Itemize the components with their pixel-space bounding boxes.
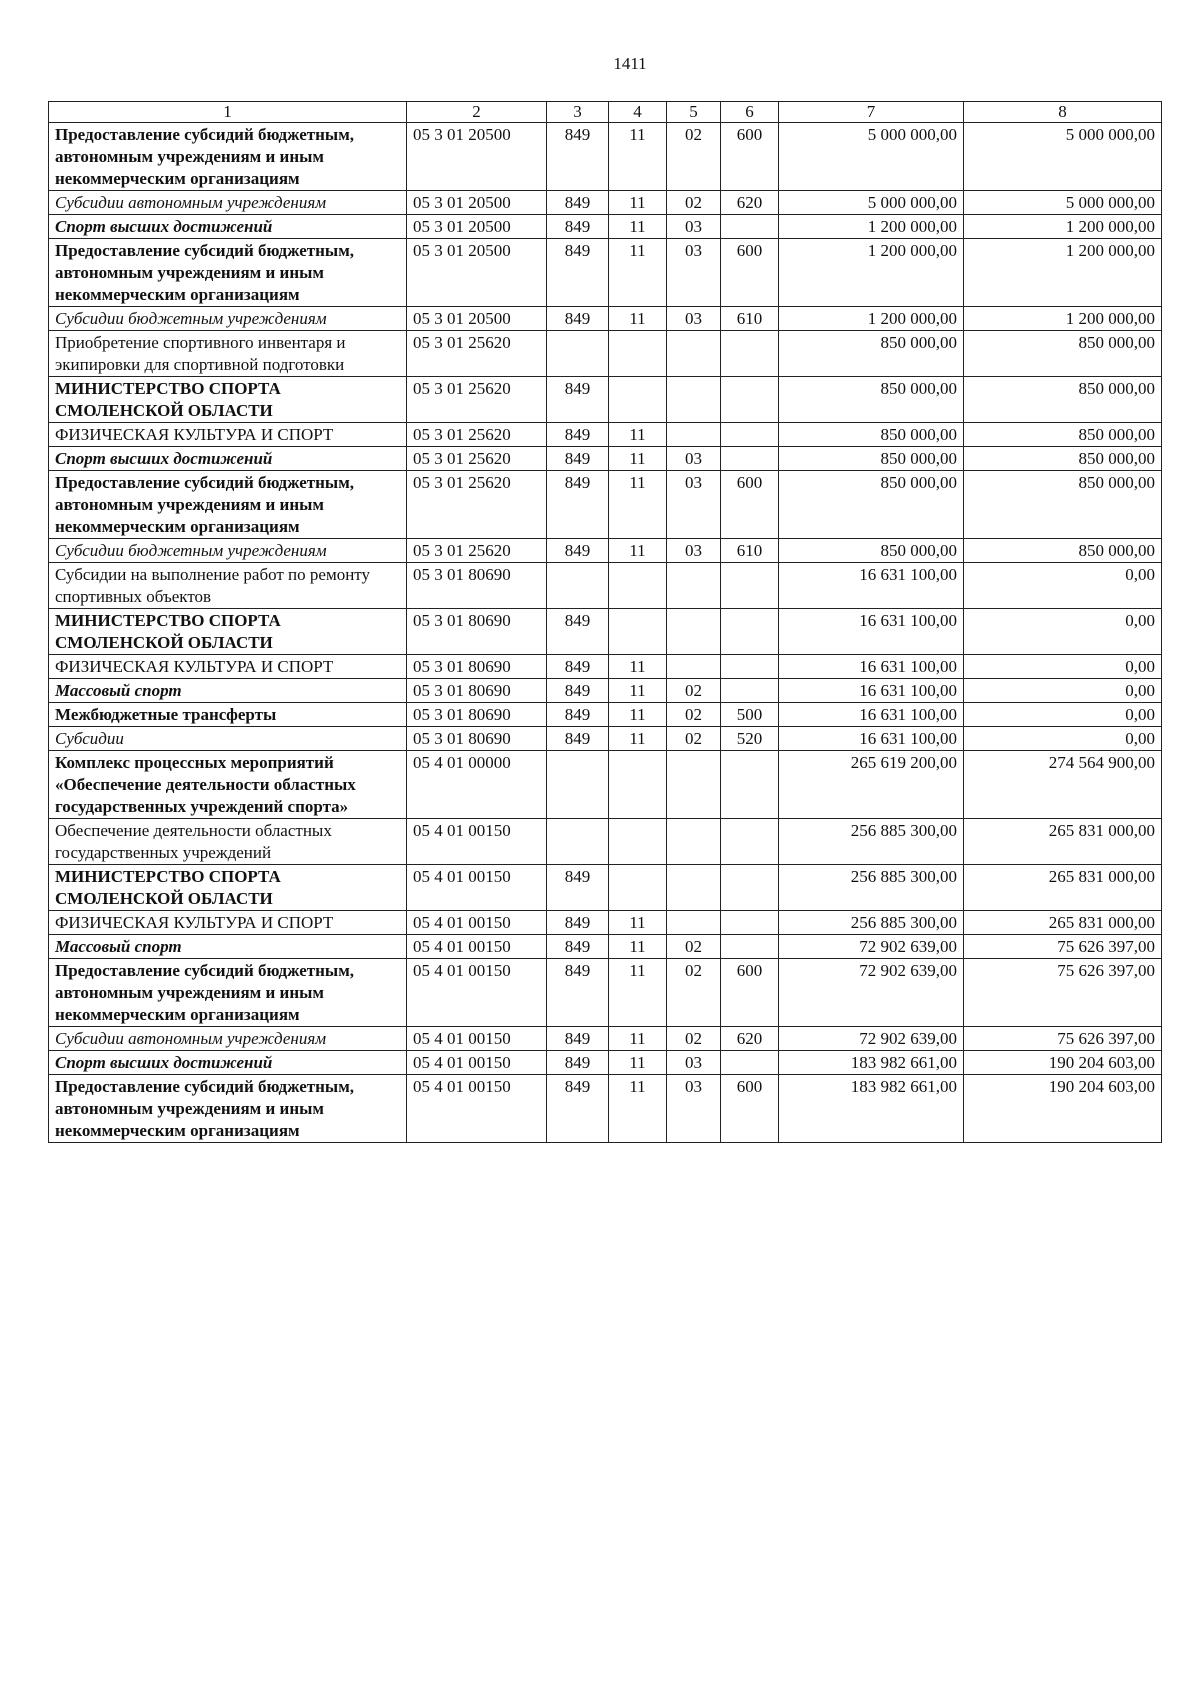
row-col3-cell: 849 bbox=[547, 377, 609, 423]
row-col5-cell bbox=[667, 819, 721, 865]
row-name-cell: МИНИСТЕРСТВО СПОРТА СМОЛЕНСКОЙ ОБЛАСТИ bbox=[49, 377, 407, 423]
row-name-cell: Субсидии бюджетным учреждениям bbox=[49, 539, 407, 563]
row-col5-cell bbox=[667, 911, 721, 935]
header-row bbox=[49, 102, 1162, 123]
row-amount-col8-cell: 850 000,00 bbox=[964, 331, 1162, 377]
column-header: 8 bbox=[964, 102, 1162, 123]
row-code-cell: 05 4 01 00150 bbox=[407, 1051, 547, 1075]
row-col4-cell bbox=[609, 609, 667, 655]
row-col4-cell: 11 bbox=[609, 215, 667, 239]
row-code-cell: 05 3 01 25620 bbox=[407, 377, 547, 423]
table-row bbox=[49, 191, 1162, 215]
row-col3-cell: 849 bbox=[547, 1051, 609, 1075]
row-col3-cell: 849 bbox=[547, 471, 609, 539]
row-col5-cell: 03 bbox=[667, 471, 721, 539]
row-col4-cell: 11 bbox=[609, 935, 667, 959]
table-row bbox=[49, 935, 1162, 959]
row-col3-cell: 849 bbox=[547, 911, 609, 935]
row-amount-col7-cell: 72 902 639,00 bbox=[779, 935, 964, 959]
row-col3-cell: 849 bbox=[547, 539, 609, 563]
row-col5-cell: 02 bbox=[667, 1027, 721, 1051]
table-row bbox=[49, 471, 1162, 539]
row-col3-cell: 849 bbox=[547, 307, 609, 331]
table-body bbox=[49, 102, 1162, 1143]
row-name-cell: Комплекс процессных мероприятий «Обеспечение деятельности областных государственных учреждений спорта» bbox=[49, 751, 407, 819]
row-code-cell: 05 3 01 80690 bbox=[407, 609, 547, 655]
row-name-cell: Обеспечение деятельности областных государственных учреждений bbox=[49, 819, 407, 865]
row-amount-col8-cell: 265 831 000,00 bbox=[964, 865, 1162, 911]
row-name-cell: Спорт высших достижений bbox=[49, 447, 407, 471]
table-row bbox=[49, 703, 1162, 727]
table-row bbox=[49, 539, 1162, 563]
row-code-cell: 05 4 01 00150 bbox=[407, 865, 547, 911]
row-col3-cell: 849 bbox=[547, 239, 609, 307]
table-row bbox=[49, 239, 1162, 307]
row-code-cell: 05 3 01 80690 bbox=[407, 727, 547, 751]
row-amount-col7-cell: 256 885 300,00 bbox=[779, 865, 964, 911]
row-name-cell: Приобретение спортивного инвентаря и экипировки для спортивной подготовки bbox=[49, 331, 407, 377]
row-amount-col8-cell: 5 000 000,00 bbox=[964, 191, 1162, 215]
row-col4-cell: 11 bbox=[609, 679, 667, 703]
row-col4-cell: 11 bbox=[609, 703, 667, 727]
row-code-cell: 05 4 01 00150 bbox=[407, 819, 547, 865]
row-code-cell: 05 4 01 00150 bbox=[407, 935, 547, 959]
row-col4-cell bbox=[609, 819, 667, 865]
row-code-cell: 05 3 01 20500 bbox=[407, 307, 547, 331]
row-col4-cell bbox=[609, 751, 667, 819]
row-amount-col8-cell: 75 626 397,00 bbox=[964, 959, 1162, 1027]
row-col3-cell: 849 bbox=[547, 215, 609, 239]
row-name-cell: Предоставление субсидий бюджетным, автономным учреждениям и иным некоммерческим организациям bbox=[49, 471, 407, 539]
row-col4-cell: 11 bbox=[609, 447, 667, 471]
table-row bbox=[49, 679, 1162, 703]
row-code-cell: 05 3 01 25620 bbox=[407, 331, 547, 377]
row-col5-cell bbox=[667, 609, 721, 655]
row-col6-cell: 520 bbox=[721, 727, 779, 751]
row-col5-cell: 02 bbox=[667, 703, 721, 727]
row-amount-col8-cell: 5 000 000,00 bbox=[964, 123, 1162, 191]
row-col5-cell: 03 bbox=[667, 447, 721, 471]
row-amount-col7-cell: 1 200 000,00 bbox=[779, 239, 964, 307]
row-col4-cell bbox=[609, 331, 667, 377]
row-amount-col8-cell: 850 000,00 bbox=[964, 539, 1162, 563]
row-col3-cell: 849 bbox=[547, 1075, 609, 1143]
row-col6-cell: 600 bbox=[721, 471, 779, 539]
row-col6-cell: 600 bbox=[721, 1075, 779, 1143]
row-col4-cell: 11 bbox=[609, 471, 667, 539]
row-col6-cell bbox=[721, 563, 779, 609]
row-amount-col8-cell: 850 000,00 bbox=[964, 471, 1162, 539]
row-col4-cell: 11 bbox=[609, 1051, 667, 1075]
row-col3-cell bbox=[547, 563, 609, 609]
row-code-cell: 05 3 01 25620 bbox=[407, 423, 547, 447]
table-row bbox=[49, 959, 1162, 1027]
row-name-cell: Массовый спорт bbox=[49, 935, 407, 959]
row-name-cell: Предоставление субсидий бюджетным, автономным учреждениям и иным некоммерческим организациям bbox=[49, 123, 407, 191]
row-col4-cell: 11 bbox=[609, 911, 667, 935]
row-col3-cell: 849 bbox=[547, 679, 609, 703]
row-col3-cell: 849 bbox=[547, 1027, 609, 1051]
row-col4-cell: 11 bbox=[609, 307, 667, 331]
row-col5-cell bbox=[667, 423, 721, 447]
row-col5-cell: 03 bbox=[667, 239, 721, 307]
row-col6-cell: 620 bbox=[721, 191, 779, 215]
row-col6-cell bbox=[721, 447, 779, 471]
row-amount-col8-cell: 0,00 bbox=[964, 609, 1162, 655]
row-amount-col8-cell: 850 000,00 bbox=[964, 423, 1162, 447]
row-amount-col7-cell: 256 885 300,00 bbox=[779, 911, 964, 935]
row-col5-cell: 03 bbox=[667, 215, 721, 239]
row-code-cell: 05 3 01 20500 bbox=[407, 191, 547, 215]
row-amount-col8-cell: 1 200 000,00 bbox=[964, 239, 1162, 307]
row-name-cell: Субсидии автономным учреждениям bbox=[49, 1027, 407, 1051]
row-col4-cell: 11 bbox=[609, 539, 667, 563]
row-col5-cell bbox=[667, 563, 721, 609]
row-col5-cell: 02 bbox=[667, 123, 721, 191]
row-amount-col8-cell: 0,00 bbox=[964, 727, 1162, 751]
row-amount-col8-cell: 75 626 397,00 bbox=[964, 1027, 1162, 1051]
row-code-cell: 05 3 01 20500 bbox=[407, 123, 547, 191]
row-name-cell: Спорт высших достижений bbox=[49, 1051, 407, 1075]
row-code-cell: 05 3 01 25620 bbox=[407, 471, 547, 539]
page-number: 1411 bbox=[613, 54, 647, 73]
row-col6-cell bbox=[721, 679, 779, 703]
row-amount-col7-cell: 850 000,00 bbox=[779, 331, 964, 377]
row-col3-cell: 849 bbox=[547, 935, 609, 959]
table-row bbox=[49, 727, 1162, 751]
row-name-cell: Предоставление субсидий бюджетным, автономным учреждениям и иным некоммерческим организациям bbox=[49, 1075, 407, 1143]
row-name-cell: Массовый спорт bbox=[49, 679, 407, 703]
table-row bbox=[49, 307, 1162, 331]
row-amount-col7-cell: 16 631 100,00 bbox=[779, 703, 964, 727]
column-header: 2 bbox=[407, 102, 547, 123]
row-col6-cell bbox=[721, 1051, 779, 1075]
table-row bbox=[49, 447, 1162, 471]
row-col4-cell: 11 bbox=[609, 191, 667, 215]
column-header: 4 bbox=[609, 102, 667, 123]
row-col6-cell: 600 bbox=[721, 123, 779, 191]
row-amount-col7-cell: 850 000,00 bbox=[779, 471, 964, 539]
row-name-cell: Спорт высших достижений bbox=[49, 215, 407, 239]
row-amount-col8-cell: 0,00 bbox=[964, 655, 1162, 679]
column-header: 6 bbox=[721, 102, 779, 123]
row-amount-col8-cell: 1 200 000,00 bbox=[964, 307, 1162, 331]
row-amount-col8-cell: 75 626 397,00 bbox=[964, 935, 1162, 959]
row-code-cell: 05 4 01 00150 bbox=[407, 959, 547, 1027]
row-amount-col8-cell: 190 204 603,00 bbox=[964, 1075, 1162, 1143]
row-name-cell: Субсидии bbox=[49, 727, 407, 751]
table-row bbox=[49, 911, 1162, 935]
row-col4-cell: 11 bbox=[609, 123, 667, 191]
row-col6-cell bbox=[721, 935, 779, 959]
row-code-cell: 05 4 01 00150 bbox=[407, 1075, 547, 1143]
row-amount-col8-cell: 850 000,00 bbox=[964, 377, 1162, 423]
row-name-cell: Межбюджетные трансферты bbox=[49, 703, 407, 727]
row-code-cell: 05 3 01 25620 bbox=[407, 447, 547, 471]
table-row bbox=[49, 331, 1162, 377]
row-col6-cell bbox=[721, 911, 779, 935]
row-col3-cell bbox=[547, 751, 609, 819]
row-amount-col7-cell: 1 200 000,00 bbox=[779, 215, 964, 239]
row-code-cell: 05 4 01 00000 bbox=[407, 751, 547, 819]
row-code-cell: 05 4 01 00150 bbox=[407, 1027, 547, 1051]
budget-table bbox=[48, 101, 1162, 1143]
row-amount-col7-cell: 850 000,00 bbox=[779, 423, 964, 447]
row-col5-cell: 02 bbox=[667, 191, 721, 215]
row-col6-cell bbox=[721, 751, 779, 819]
row-col4-cell bbox=[609, 563, 667, 609]
table-row bbox=[49, 751, 1162, 819]
row-amount-col7-cell: 183 982 661,00 bbox=[779, 1051, 964, 1075]
row-col5-cell bbox=[667, 865, 721, 911]
row-col6-cell bbox=[721, 331, 779, 377]
row-code-cell: 05 3 01 25620 bbox=[407, 539, 547, 563]
row-amount-col7-cell: 265 619 200,00 bbox=[779, 751, 964, 819]
row-amount-col7-cell: 850 000,00 bbox=[779, 539, 964, 563]
row-col5-cell: 02 bbox=[667, 679, 721, 703]
row-code-cell: 05 3 01 20500 bbox=[407, 215, 547, 239]
row-col3-cell: 849 bbox=[547, 447, 609, 471]
row-col5-cell: 03 bbox=[667, 307, 721, 331]
row-name-cell: Субсидии бюджетным учреждениям bbox=[49, 307, 407, 331]
table-row bbox=[49, 1027, 1162, 1051]
row-col6-cell: 620 bbox=[721, 1027, 779, 1051]
row-col4-cell: 11 bbox=[609, 655, 667, 679]
row-amount-col8-cell: 1 200 000,00 bbox=[964, 215, 1162, 239]
row-name-cell: ФИЗИЧЕСКАЯ КУЛЬТУРА И СПОРТ bbox=[49, 911, 407, 935]
row-amount-col7-cell: 16 631 100,00 bbox=[779, 563, 964, 609]
row-col3-cell: 849 bbox=[547, 423, 609, 447]
row-col5-cell bbox=[667, 377, 721, 423]
row-col3-cell: 849 bbox=[547, 727, 609, 751]
table-row bbox=[49, 655, 1162, 679]
row-amount-col8-cell: 265 831 000,00 bbox=[964, 911, 1162, 935]
row-col5-cell bbox=[667, 331, 721, 377]
row-col5-cell: 03 bbox=[667, 1051, 721, 1075]
table-row bbox=[49, 215, 1162, 239]
row-col3-cell: 849 bbox=[547, 609, 609, 655]
row-col3-cell bbox=[547, 819, 609, 865]
row-col6-cell bbox=[721, 423, 779, 447]
row-amount-col7-cell: 5 000 000,00 bbox=[779, 191, 964, 215]
row-col6-cell bbox=[721, 819, 779, 865]
row-col4-cell: 11 bbox=[609, 1075, 667, 1143]
column-header: 1 bbox=[49, 102, 407, 123]
row-amount-col7-cell: 1 200 000,00 bbox=[779, 307, 964, 331]
row-name-cell: Предоставление субсидий бюджетным, автономным учреждениям и иным некоммерческим организациям bbox=[49, 959, 407, 1027]
row-col4-cell: 11 bbox=[609, 1027, 667, 1051]
row-col5-cell: 02 bbox=[667, 935, 721, 959]
row-col4-cell: 11 bbox=[609, 423, 667, 447]
row-code-cell: 05 3 01 80690 bbox=[407, 655, 547, 679]
row-col6-cell bbox=[721, 377, 779, 423]
table-row bbox=[49, 423, 1162, 447]
row-name-cell: ФИЗИЧЕСКАЯ КУЛЬТУРА И СПОРТ bbox=[49, 655, 407, 679]
row-amount-col7-cell: 183 982 661,00 bbox=[779, 1075, 964, 1143]
row-col5-cell bbox=[667, 655, 721, 679]
row-code-cell: 05 3 01 80690 bbox=[407, 563, 547, 609]
row-amount-col8-cell: 0,00 bbox=[964, 563, 1162, 609]
column-header: 5 bbox=[667, 102, 721, 123]
table-row bbox=[49, 609, 1162, 655]
row-name-cell: Предоставление субсидий бюджетным, автономным учреждениям и иным некоммерческим организациям bbox=[49, 239, 407, 307]
row-name-cell: Субсидии на выполнение работ по ремонту спортивных объектов bbox=[49, 563, 407, 609]
row-col6-cell bbox=[721, 655, 779, 679]
row-col5-cell: 03 bbox=[667, 539, 721, 563]
row-name-cell: Субсидии автономным учреждениям bbox=[49, 191, 407, 215]
row-amount-col7-cell: 16 631 100,00 bbox=[779, 727, 964, 751]
column-header: 7 bbox=[779, 102, 964, 123]
row-name-cell: МИНИСТЕРСТВО СПОРТА СМОЛЕНСКОЙ ОБЛАСТИ bbox=[49, 609, 407, 655]
table-row bbox=[49, 819, 1162, 865]
row-amount-col7-cell: 850 000,00 bbox=[779, 447, 964, 471]
row-col4-cell: 11 bbox=[609, 959, 667, 1027]
row-col6-cell bbox=[721, 609, 779, 655]
table-row bbox=[49, 865, 1162, 911]
row-col5-cell: 03 bbox=[667, 1075, 721, 1143]
row-col6-cell bbox=[721, 865, 779, 911]
row-col4-cell bbox=[609, 377, 667, 423]
row-amount-col8-cell: 265 831 000,00 bbox=[964, 819, 1162, 865]
row-col3-cell: 849 bbox=[547, 703, 609, 727]
row-col6-cell: 500 bbox=[721, 703, 779, 727]
row-col3-cell: 849 bbox=[547, 655, 609, 679]
row-col4-cell: 11 bbox=[609, 239, 667, 307]
row-col6-cell: 610 bbox=[721, 307, 779, 331]
row-col6-cell: 600 bbox=[721, 239, 779, 307]
row-amount-col7-cell: 72 902 639,00 bbox=[779, 1027, 964, 1051]
row-col5-cell bbox=[667, 751, 721, 819]
row-name-cell: МИНИСТЕРСТВО СПОРТА СМОЛЕНСКОЙ ОБЛАСТИ bbox=[49, 865, 407, 911]
row-amount-col7-cell: 72 902 639,00 bbox=[779, 959, 964, 1027]
row-amount-col8-cell: 850 000,00 bbox=[964, 447, 1162, 471]
row-name-cell: ФИЗИЧЕСКАЯ КУЛЬТУРА И СПОРТ bbox=[49, 423, 407, 447]
row-col5-cell: 02 bbox=[667, 959, 721, 1027]
row-amount-col8-cell: 274 564 900,00 bbox=[964, 751, 1162, 819]
row-amount-col7-cell: 5 000 000,00 bbox=[779, 123, 964, 191]
row-col4-cell: 11 bbox=[609, 727, 667, 751]
row-amount-col8-cell: 0,00 bbox=[964, 679, 1162, 703]
row-col5-cell: 02 bbox=[667, 727, 721, 751]
row-amount-col7-cell: 16 631 100,00 bbox=[779, 679, 964, 703]
row-amount-col8-cell: 0,00 bbox=[964, 703, 1162, 727]
row-col6-cell: 610 bbox=[721, 539, 779, 563]
row-col3-cell: 849 bbox=[547, 865, 609, 911]
row-col3-cell: 849 bbox=[547, 959, 609, 1027]
row-col3-cell: 849 bbox=[547, 191, 609, 215]
row-code-cell: 05 3 01 80690 bbox=[407, 679, 547, 703]
row-code-cell: 05 4 01 00150 bbox=[407, 911, 547, 935]
row-col6-cell bbox=[721, 215, 779, 239]
row-col6-cell: 600 bbox=[721, 959, 779, 1027]
table-row bbox=[49, 563, 1162, 609]
row-code-cell: 05 3 01 80690 bbox=[407, 703, 547, 727]
row-amount-col7-cell: 16 631 100,00 bbox=[779, 609, 964, 655]
row-amount-col8-cell: 190 204 603,00 bbox=[964, 1051, 1162, 1075]
table-row bbox=[49, 123, 1162, 191]
row-col4-cell bbox=[609, 865, 667, 911]
row-code-cell: 05 3 01 20500 bbox=[407, 239, 547, 307]
row-col3-cell bbox=[547, 331, 609, 377]
row-amount-col7-cell: 850 000,00 bbox=[779, 377, 964, 423]
row-amount-col7-cell: 16 631 100,00 bbox=[779, 655, 964, 679]
row-col3-cell: 849 bbox=[547, 123, 609, 191]
column-header: 3 bbox=[547, 102, 609, 123]
row-amount-col7-cell: 256 885 300,00 bbox=[779, 819, 964, 865]
table-row bbox=[49, 1051, 1162, 1075]
table-row bbox=[49, 1075, 1162, 1143]
table-row bbox=[49, 377, 1162, 423]
